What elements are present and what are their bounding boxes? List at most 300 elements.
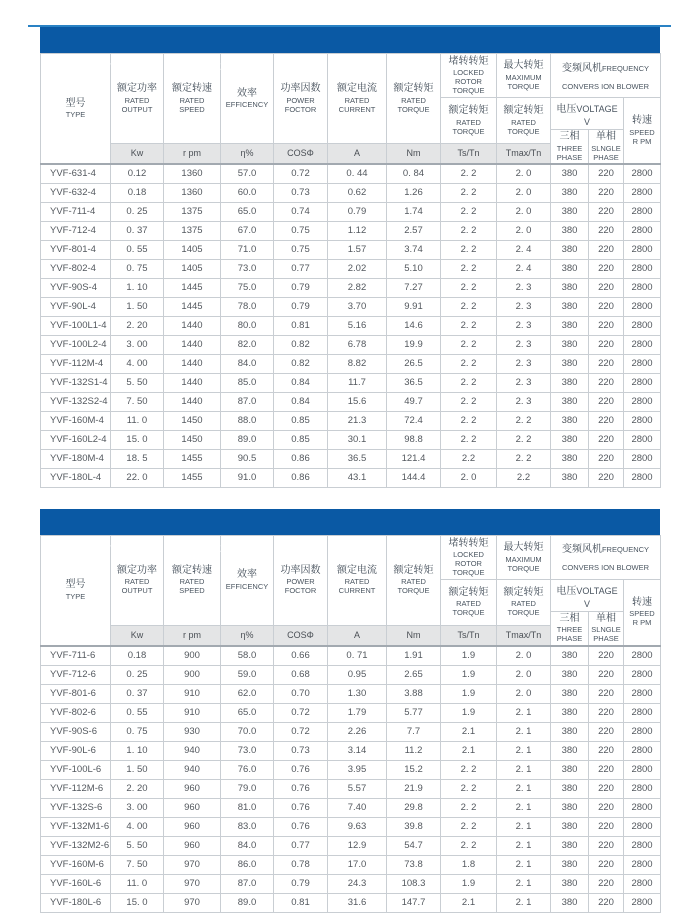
cell: 0. 25 [111,665,164,684]
col-header-rated-current-en: RATED CURRENT [338,577,376,596]
cell: 1440 [164,335,221,354]
cell: 89.0 [221,893,274,912]
cell: 0.68 [274,665,328,684]
cell: 21.3 [328,411,387,430]
cell: 2. 2 [441,183,497,202]
col-header-maximum-sub-en: RATED TORQUE [507,117,540,136]
cell: 2800 [624,278,661,297]
cell: 220 [589,240,624,259]
cell: 2. 1 [497,703,551,722]
cell: 2. 0 [497,665,551,684]
col-header-blower-speed-en: SPEED [629,127,655,137]
cell: 75.0 [221,278,274,297]
cell: 70.0 [221,722,274,741]
cell: 2. 0 [497,164,551,184]
col-header-rated-torque [387,54,441,144]
cell: 7. 50 [111,392,164,411]
col-header-locked-rotor-cn: 堵转转矩 [448,55,489,67]
cell: 380 [551,202,589,221]
cell: 940 [164,741,221,760]
table-body-1000 [41,646,661,913]
cell: 90.5 [221,449,274,468]
unit-nm: Nm [387,625,441,646]
cell: 380 [551,335,589,354]
table-row [41,760,661,779]
cell: 2. 2 [441,392,497,411]
cell: 11.2 [387,741,441,760]
cell: 220 [589,703,624,722]
unit-cos-phi: COSΦ [274,625,328,646]
table-row [41,646,661,666]
cell: YVF-90L-6 [41,741,111,760]
cell: 19.9 [387,335,441,354]
cell: 2.1 [441,893,497,912]
cell: 0. 75 [111,722,164,741]
cell: 2.65 [387,665,441,684]
cell: 0.85 [274,411,328,430]
cell: 2. 2 [441,259,497,278]
table-row [41,722,661,741]
cell: YVF-801-6 [41,684,111,703]
cell: 73.8 [387,855,441,874]
cell: 22. 0 [111,468,164,487]
cell: 380 [551,798,589,817]
col-header-locked-rotor-sub-en: RATED TORQUE [452,599,485,618]
cell: 1375 [164,221,221,240]
cell: 36.5 [387,373,441,392]
col-header-locked-rotor-sub-cn: 额定转矩 [448,586,489,598]
cell: 12.9 [328,836,387,855]
cell: 2. 3 [497,373,551,392]
cell: 380 [551,449,589,468]
col-header-maximum-torque-en: MAXIMUM TORQUE [505,554,542,573]
cell: 1.91 [387,646,441,666]
col-header-maximum-torque-cn: 最大转矩 [503,60,544,72]
cell: 0.75 [274,240,328,259]
cell: 3. 00 [111,335,164,354]
cell: 11. 0 [111,411,164,430]
unit-rpm: r pm [164,143,221,164]
col-header-maximum-rated-torque [497,579,551,625]
table-row [41,202,661,221]
col-header-rated-torque-cn: 额定转矩 [393,564,434,576]
cell: 380 [551,684,589,703]
col-header-voltage [551,579,624,611]
cell: 2800 [624,297,661,316]
col-header-rated-output-cn: 额定功率 [117,83,157,95]
cell: 0.76 [274,760,328,779]
cell: 1455 [164,449,221,468]
cell: 220 [589,354,624,373]
table-row [41,221,661,240]
cell: 960 [164,798,221,817]
table-row [41,874,661,893]
cell: 87.0 [221,392,274,411]
cell: 380 [551,722,589,741]
cell: 0.84 [274,373,328,392]
cell: 380 [551,817,589,836]
cell: 2. 1 [497,722,551,741]
cell: 2. 2 [441,798,497,817]
cell: 0. 37 [111,684,164,703]
cell: 2.82 [328,278,387,297]
col-header-three-phase-en: THREE PHASE [556,625,583,644]
col-header-three-phase [551,129,589,164]
cell: 2. 3 [497,354,551,373]
cell: 2800 [624,798,661,817]
cell: 2800 [624,703,661,722]
col-header-efficiency-en: EFFICENCY [225,100,269,110]
cell: 8.82 [328,354,387,373]
cell: 220 [589,684,624,703]
cell: 2. 1 [497,893,551,912]
cell: 380 [551,164,589,184]
cell: 5.77 [387,703,441,722]
cell: 2800 [624,392,661,411]
cell: 1455 [164,468,221,487]
spec-table-1500 [40,53,661,488]
cell: 1375 [164,202,221,221]
col-header-blower-speed-en: SPEED [629,609,655,619]
cell: 2. 2 [441,411,497,430]
table-row [41,373,661,392]
cell: 220 [589,874,624,893]
cell: 380 [551,893,589,912]
cell: 73.0 [221,259,274,278]
cell: 2800 [624,665,661,684]
cell: 220 [589,836,624,855]
cell: 220 [589,316,624,335]
cell: YVF-160M-4 [41,411,111,430]
cell: 2. 2 [441,354,497,373]
unit-tmax-tn: Tmax/Tn [497,143,551,164]
cell: 2. 0 [497,183,551,202]
cell: 1.12 [328,221,387,240]
cell: 147.7 [387,893,441,912]
cell: 220 [589,760,624,779]
cell: 1450 [164,411,221,430]
cell: 84.0 [221,354,274,373]
unit-cos-phi: COSΦ [274,143,328,164]
col-header-single-phase-cn: 单相 [596,131,616,143]
cell: 0.66 [274,646,328,666]
cell: 14.6 [387,316,441,335]
col-header-blower-speed-unit: R PM [632,618,652,628]
cell: 2.2 [497,468,551,487]
cell: 2. 1 [497,798,551,817]
cell: 2. 2 [441,760,497,779]
col-header-power-factor [274,535,328,625]
cell: 15.2 [387,760,441,779]
table-row [41,741,661,760]
col-header-type-cn: 型号 [65,97,86,109]
cell: 0.75 [274,221,328,240]
cell: 2. 2 [441,430,497,449]
cell: 1. 10 [111,278,164,297]
cell: 1.8 [441,855,497,874]
col-header-efficiency-cn: 效率 [237,87,257,99]
col-header-rated-current [328,54,387,144]
cell: 220 [589,779,624,798]
cell: 970 [164,855,221,874]
cell: 220 [589,164,624,184]
table-row [41,354,661,373]
col-header-voltage-en: VOLTAGE [576,585,618,596]
cell: YVF-180M-4 [41,449,111,468]
cell: 0.70 [274,684,328,703]
cell: 380 [551,874,589,893]
cell: 2800 [624,430,661,449]
cell: 380 [551,741,589,760]
col-header-maximum-torque-cn: 最大转矩 [503,542,544,554]
col-header-efficiency-cn: 效率 [237,569,257,581]
cell: 80.0 [221,316,274,335]
cell: 220 [589,817,624,836]
cell: 2800 [624,373,661,392]
cell: 2800 [624,183,661,202]
col-header-rated-current-cn: 额定电流 [337,83,377,95]
table-title-1000: 1000r/min 380V 50Hz [76,540,222,555]
cell: 2800 [624,779,661,798]
cell: 82.0 [221,335,274,354]
cell: 2. 0 [497,646,551,666]
cell: 2. 3 [497,297,551,316]
cell: 73.0 [221,741,274,760]
cell: 2800 [624,164,661,184]
cell: 0.72 [274,703,328,722]
cell: 1. 10 [111,741,164,760]
cell: 900 [164,646,221,666]
col-header-power-factor-cn: 功率因数 [280,564,321,576]
col-header-voltage-en: VOLTAGE [576,104,618,114]
cell: 3.74 [387,240,441,259]
cell: 220 [589,392,624,411]
cell: 4. 00 [111,817,164,836]
col-header-locked-rotor-sub-en: RATED TORQUE [452,117,485,136]
cell: 1405 [164,259,221,278]
cell: 2800 [624,202,661,221]
cell: 2. 1 [497,836,551,855]
cell: 0. 55 [111,703,164,722]
cell: 2800 [624,893,661,912]
cell: 3.70 [328,297,387,316]
cell: 2. 2 [441,297,497,316]
cell: YVF-112M-6 [41,779,111,798]
cell: 54.7 [387,836,441,855]
col-header-rated-current-cn: 额定电流 [337,564,377,576]
cell: 2. 2 [441,335,497,354]
cell: 2800 [624,449,661,468]
cell: 2. 0 [441,468,497,487]
cell: 0.73 [274,183,328,202]
cell: 26.5 [387,354,441,373]
cell: 2800 [624,240,661,259]
table-row [41,392,661,411]
cell: 0.82 [274,335,328,354]
cell: 0.82 [274,354,328,373]
cell: 2. 20 [111,779,164,798]
cell: 1360 [164,164,221,184]
table-row [41,240,661,259]
cell: 2. 2 [441,373,497,392]
cell: YVF-160L2-4 [41,430,111,449]
cell: 2800 [624,836,661,855]
cell: 0.62 [328,183,387,202]
unit-nm: Nm [387,143,441,164]
cell: 900 [164,665,221,684]
cell: 1.9 [441,684,497,703]
cell: 2800 [624,316,661,335]
col-header-rated-current-en: RATED CURRENT [338,95,376,114]
table-row [41,164,661,184]
col-header-single-phase-cn: 单相 [596,612,616,624]
cell: YVF-632-4 [41,183,111,202]
cell: 60.0 [221,183,274,202]
col-header-rated-output-cn: 额定功率 [117,564,157,576]
cell: 970 [164,893,221,912]
cell: 2. 2 [441,202,497,221]
cell: 121.4 [387,449,441,468]
col-header-rated-torque-en: RATED TORQUE [397,95,430,114]
unit-kw: Kw [111,143,164,164]
cell: 5. 50 [111,836,164,855]
cell: 17.0 [328,855,387,874]
cell: 0.79 [274,278,328,297]
cell: 910 [164,703,221,722]
cell: 98.8 [387,430,441,449]
cell: 380 [551,665,589,684]
cell: 43.1 [328,468,387,487]
cell: YVF-100L1-4 [41,316,111,335]
cell: YVF-90S-4 [41,278,111,297]
cell: 220 [589,449,624,468]
col-header-locked-rotor-torque [441,54,497,98]
col-header-blower-en: FREQUENCY CONVERS ION BLOWER [561,63,650,91]
col-header-locked-rotor-rated-torque [441,98,497,144]
col-header-rated-speed-cn: 额定转速 [172,564,212,576]
cell: 2. 2 [441,221,497,240]
cell: 9.63 [328,817,387,836]
col-header-locked-rotor-en: LOCKED ROTOR TORQUE [452,550,485,578]
cell: 1.9 [441,646,497,666]
cell: YVF-132S1-4 [41,373,111,392]
cell: 2. 1 [497,855,551,874]
cell: 380 [551,259,589,278]
cell: 0.79 [328,202,387,221]
cell: 2. 0 [497,684,551,703]
col-header-blower-speed [624,579,661,645]
table-row [41,335,661,354]
col-header-blower-speed-cn: 转速 [632,115,652,127]
cell: 58.0 [221,646,274,666]
cell: 36.5 [328,449,387,468]
cell: 2. 2 [441,779,497,798]
cell: 88.0 [221,411,274,430]
table-title-1500: 1500r/min 380V 50Hz [76,59,222,73]
cell: 380 [551,430,589,449]
cell: 2. 2 [497,449,551,468]
cell: 2. 1 [497,817,551,836]
table-row [41,684,661,703]
cell: 0.18 [111,183,164,202]
cell: 57.0 [221,164,274,184]
cell: 15. 0 [111,430,164,449]
col-header-maximum-sub-cn: 额定转矩 [503,105,544,117]
cell: 2. 1 [497,874,551,893]
table-row [41,703,661,722]
cell: 1.30 [328,684,387,703]
col-header-blower-speed [624,98,661,164]
cell: 9.91 [387,297,441,316]
table-row [41,449,661,468]
cell: 0. 75 [111,259,164,278]
col-header-maximum-torque-en: MAXIMUM TORQUE [505,72,542,91]
cell: 0.18 [111,646,164,666]
cell: YVF-160M-6 [41,855,111,874]
unit-efficiency-percent: η% [221,143,274,164]
cell: 0.73 [274,741,328,760]
col-header-blower-speed-cn: 转速 [632,596,652,608]
page-content [40,0,660,913]
cell: 380 [551,411,589,430]
cell: 380 [551,221,589,240]
col-header-three-phase [551,611,589,646]
cell: 220 [589,373,624,392]
cell: 910 [164,684,221,703]
col-header-rated-torque-en: RATED TORQUE [397,577,430,596]
cell: 0.72 [274,164,328,184]
cell: 0. 71 [328,646,387,666]
cell: 220 [589,741,624,760]
cell: 2. 2 [441,278,497,297]
table-body-1500 [41,164,661,488]
cell: YVF-132S2-4 [41,392,111,411]
cell: 1440 [164,392,221,411]
cell: 2. 2 [497,411,551,430]
cell: 0.12 [111,164,164,184]
cell: 2800 [624,741,661,760]
cell: 380 [551,760,589,779]
col-header-rated-output-en: RATED OUTPUT [121,95,153,114]
col-header-locked-rotor-torque [441,535,497,579]
cell: 1360 [164,183,221,202]
cell: 0.79 [274,874,328,893]
col-header-type-cn: 型号 [65,579,86,591]
cell: 380 [551,855,589,874]
cell: 380 [551,703,589,722]
cell: 15. 0 [111,893,164,912]
col-header-blower-en: FREQUENCY CONVERS ION BLOWER [561,545,650,573]
cell: 3.14 [328,741,387,760]
cell: 2800 [624,354,661,373]
cell: 380 [551,183,589,202]
cell: 2. 20 [111,316,164,335]
cell: 0.76 [274,779,328,798]
cell: 0.86 [274,468,328,487]
col-header-single-phase [589,129,624,164]
cell: 0. 55 [111,240,164,259]
cell: 86.0 [221,855,274,874]
cell: 220 [589,183,624,202]
col-header-single-phase [589,611,624,646]
table-row [41,468,661,487]
col-header-power-factor-cn: 功率因数 [280,83,321,95]
cell: 220 [589,855,624,874]
cell: YVF-631-4 [41,164,111,184]
cell: 0.95 [328,665,387,684]
spec-section-1000rpm [40,509,660,913]
col-header-power-factor-en: POWER FOCTOR [284,577,317,596]
